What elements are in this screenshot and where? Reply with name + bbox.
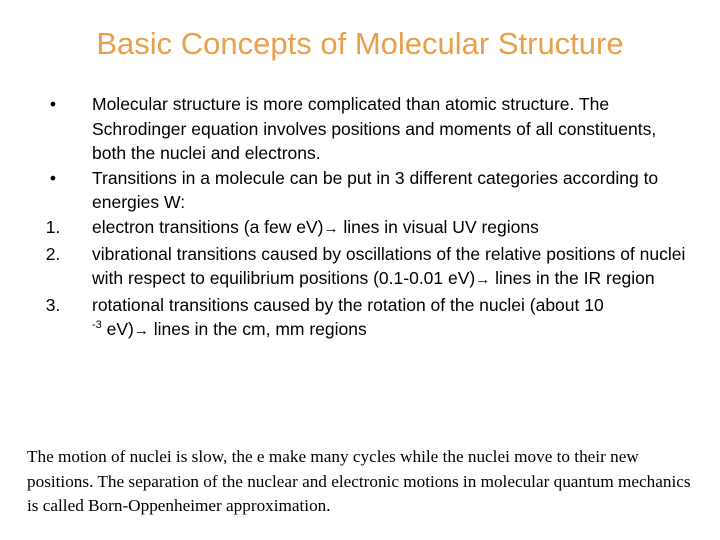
bullet-marker: • xyxy=(49,167,57,188)
list-item-text: Molecular structure is more complicated than atomic structure. The Schrodinger equation involves positions and moments of all constituents, both the nuclei and electrons. xyxy=(92,94,657,164)
text-part: lines in the cm, mm regions xyxy=(148,319,367,340)
arrow-icon: → xyxy=(133,322,149,340)
list-item-text xyxy=(92,242,690,293)
list-item xyxy=(40,215,690,242)
text-part: electron transitions (a few eV) xyxy=(92,216,324,237)
arrow-icon: → xyxy=(475,271,491,289)
text-part: lines in visual UV regions xyxy=(338,216,539,237)
arrow-icon: → xyxy=(323,219,339,237)
slide-title: Basic Concepts of Molecular Structure xyxy=(96,26,624,61)
list-item-text xyxy=(92,293,690,345)
text-part: rotational transitions caused by the rotation of the nuclei (about 10 xyxy=(92,294,604,315)
list-item xyxy=(40,242,690,293)
list-item-text: Transitions in a molecule can be put in 3 different categories according to energies W: xyxy=(92,167,659,213)
superscript: -3 xyxy=(92,319,102,332)
number-marker: 1. xyxy=(45,216,61,237)
text-part: lines in the IR region xyxy=(490,268,655,289)
bullet-list xyxy=(40,92,690,345)
number-marker: 3. xyxy=(45,294,61,315)
list-item xyxy=(40,166,690,215)
list-item xyxy=(40,293,690,345)
text-part: vibrational transitions caused by oscillations of the relative positions of nuclei with respect to equilibrium positions (0.1-0.01 eV) xyxy=(92,243,686,289)
footer-paragraph: The motion of nuclei is slow, the e make many cycles while the nuclei move to their new positions. The separation of the nuclear and electronic motions in molecular quantum mechanics is called Born-Oppenheimer approximation. xyxy=(27,447,691,515)
list-item-text xyxy=(92,215,690,242)
bullet-marker: • xyxy=(49,94,57,114)
number-marker: 2. xyxy=(45,243,61,264)
text-part: eV) xyxy=(101,319,134,340)
list-item xyxy=(40,92,690,166)
